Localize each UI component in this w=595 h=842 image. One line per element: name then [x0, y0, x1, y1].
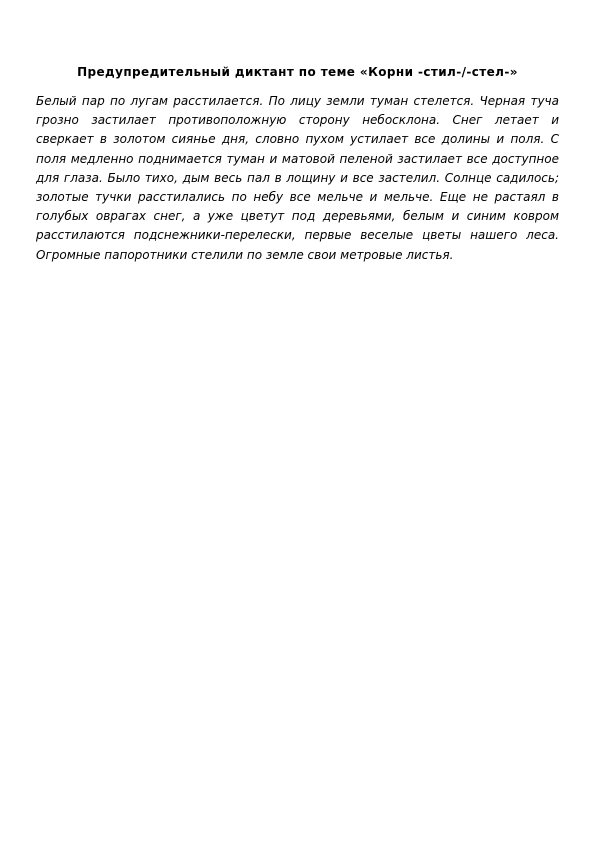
document-title: Предупредительный диктант по теме «Корни -стил-/-стел-» [77, 65, 518, 79]
dictation-text: Белый пар по лугам расстилается. По лицу земли туман стелется. Черная туча грозно застилает противоположную сторону небосклона. Снег летает и сверкает в золотом сиянье дня, словно пухом устилает все долины и поля. С поля медленно поднимается туман и матовой пеленой застилает все доступное для глаза. Было тихо, дым весь пал в лощину и все застелил. Солнце садилось; золотые тучки расстилались по небу все мельче и мельче. Еще не растаял в голубых оврагах снег, а уже цветут под деревьями, белым и синим ковром расстилаются подснежники-перелески, первые веселые цветы нашего леса. Огромные папоротники стелили по земле свои метровые листья. [36, 94, 559, 262]
